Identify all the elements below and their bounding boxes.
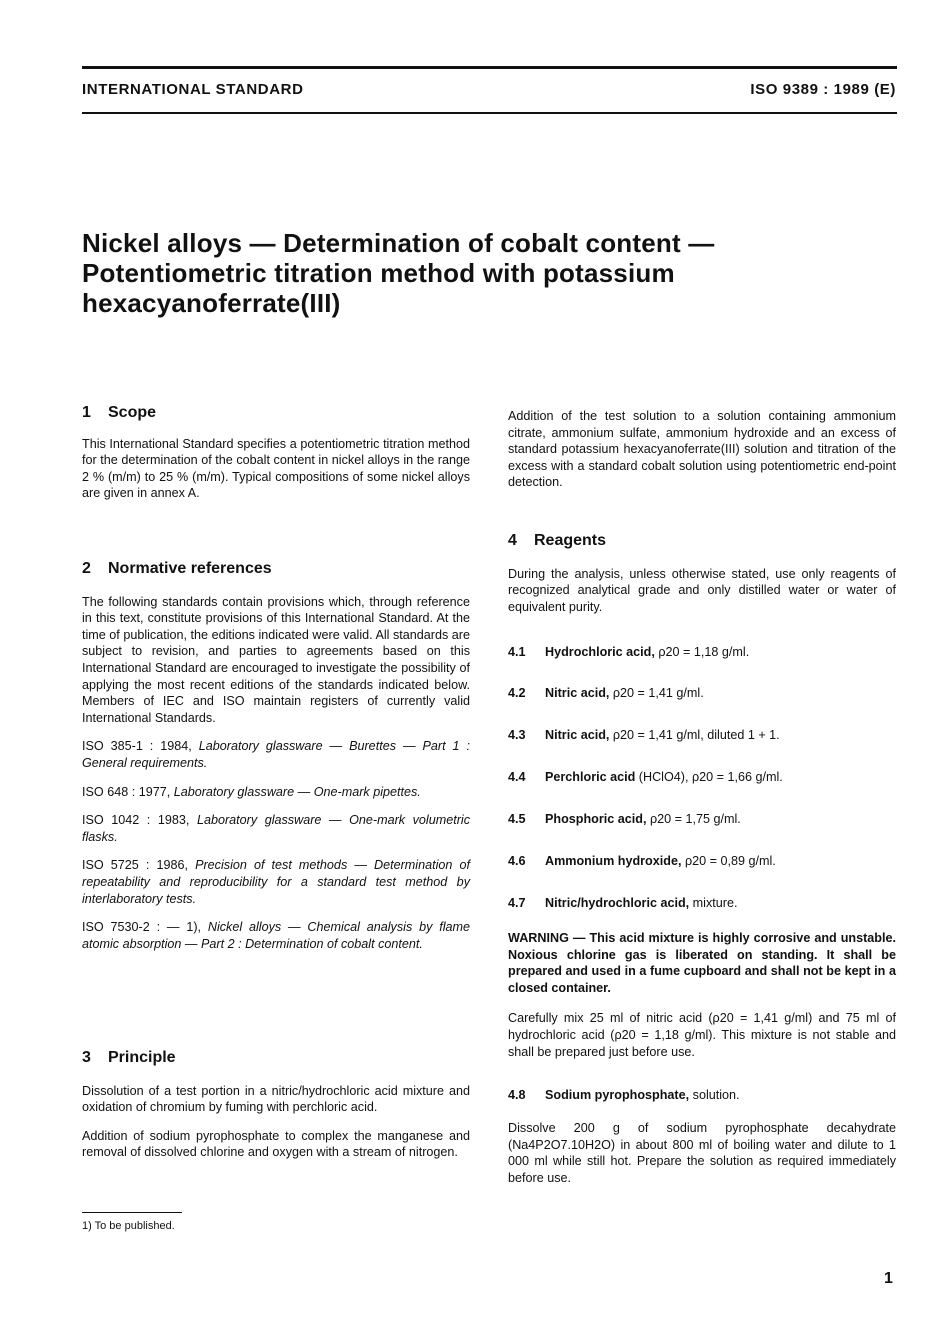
section-4-heading: 4 Reagents xyxy=(508,532,607,549)
reagent-clause: 4.2 Nitric acid, ρ20 = 1,41 g/ml. xyxy=(508,686,704,700)
footnote-rule xyxy=(82,1212,182,1213)
header-rule xyxy=(82,112,897,114)
principle-paragraph-2: Addition of sodium pyrophosphate to complex the manganese and removal of dissolved chlorine and oxygen with a stream of nitrogen. xyxy=(82,1128,470,1160)
dissolve-text: Dissolve 200 g of sodium pyrophosphate decahydrate (Na4P2O7.10H2O) in about 800 ml of boiling water and dilute to 1 000 ml while still hot. Prepare the solution as required immediately before use. xyxy=(508,1121,896,1185)
reference-item: ISO 5725 : 1986, Precision of test methods — Determination of repeatability and reproducibility for a standard test method by interlaboratory tests. xyxy=(82,858,470,906)
reagent-clause: 4.6 Ammonium hydroxide, ρ20 = 0,89 g/ml. xyxy=(508,854,776,868)
principle-continued xyxy=(508,408,896,491)
principle-paragraph-1: Dissolution of a test portion in a nitric/hydrochloric acid mixture and oxidation of chromium by fuming with perchloric acid. xyxy=(82,1083,470,1115)
document-title xyxy=(82,228,882,318)
reagent-clause: 4.5 Phosphoric acid, ρ20 = 1,75 g/ml. xyxy=(508,812,741,826)
reference-item: ISO 648 : 1977, Laboratory glassware — One-mark pipettes. xyxy=(82,784,421,799)
reagent-clause: 4.7 Nitric/hydrochloric acid, mixture. xyxy=(508,896,738,910)
section-3-heading: 3 Principle xyxy=(82,1049,176,1066)
reference-item: ISO 1042 : 1983, Laboratory glassware — One-mark volumetric flasks. xyxy=(82,813,470,844)
reference-item: ISO 385-1 : 1984, Laboratory glassware — Burettes — Part 1 : General requirements. xyxy=(82,739,470,770)
reagent-clause: 4.3 Nitric acid, ρ20 = 1,41 g/ml, diluted 1 + 1. xyxy=(508,728,780,742)
top-rule xyxy=(82,66,897,69)
reagent-clause: 4.4 Perchloric acid (HClO4), ρ20 = 1,66 g/ml. xyxy=(508,770,783,784)
title-line-3: hexacyanoferrate(III) xyxy=(82,288,341,318)
header-document-id: ISO 9389 : 1989 (E) xyxy=(750,81,896,98)
page-number: 1 xyxy=(884,1270,893,1287)
reagents-intro: During the analysis, unless otherwise stated, use only reagents of recognized analytical grade and only distilled water or water of equivalent purity. xyxy=(508,566,896,614)
header-standard-label: INTERNATIONAL STANDARD xyxy=(82,81,304,98)
section-3-principle xyxy=(82,1050,470,1161)
section-2-normative-references xyxy=(82,561,470,952)
references-intro: The following standards contain provisions which, through reference in this text, constitute provisions of this International Standard. At the time of publication, the editions indicated were valid. All standards are subject to revision, and parties to agreements based on this International Standard are encouraged to investigate the possibility of applying the most recent editions of the standards indicated below. Members of IEC and ISO maintain registers of currently valid International Standards. xyxy=(82,594,470,725)
reagent-clause: 4.1 Hydrochloric acid, ρ20 = 1,18 g/ml. xyxy=(508,645,750,659)
principle-paragraph-3: Addition of the test solution to a solution containing ammonium citrate, ammonium sulfate, ammonium hydroxide and an excess of standard potassium hexacyanoferrate(III) solution and titration of the excess with a standard cobalt solution using potentiometric end-point detection. xyxy=(508,409,896,490)
acid-mixture-instructions: Carefully mix 25 ml of nitric acid (ρ20 = 1,41 g/ml) and 75 ml of hydrochloric acid (ρ20 = 1,18 g/ml). This mixture is not stable and shall be prepared just before use. xyxy=(508,1011,896,1059)
section-2-heading: 2 Normative references xyxy=(82,560,272,577)
reagent-clause: 4.8 Sodium pyrophosphate, solution. xyxy=(508,1088,740,1102)
warning-text: WARNING — This acid mixture is highly corrosive and unstable. Noxious chlorine gas is liberated on standing. It shall be prepared and used in a fume cupboard and shall not be kept in a closed container. xyxy=(508,931,896,995)
pyrophosphate-instructions xyxy=(508,1120,896,1186)
title-line-1: Nickel alloys — Determination of cobalt content — xyxy=(82,228,715,258)
footnote: 1) To be published. xyxy=(82,1220,175,1232)
section-1-scope xyxy=(82,405,470,502)
section-1-heading: 1 Scope xyxy=(82,404,157,421)
warning-block xyxy=(508,930,896,1060)
reference-item: ISO 7530-2 : — 1), Nickel alloys — Chemical analysis by flame atomic absorption — Part 2 : Determination of cobalt content. xyxy=(82,920,470,951)
title-line-2: Potentiometric titration method with potassium xyxy=(82,258,675,288)
section-4-reagents xyxy=(508,533,896,615)
scope-text: This International Standard specifies a potentiometric titration method for the determination of the cobalt content in nickel alloys in the range 2 % (m/m) to 25 % (m/m). Typical compositions of some nickel alloys are given in annex A. xyxy=(82,436,470,501)
